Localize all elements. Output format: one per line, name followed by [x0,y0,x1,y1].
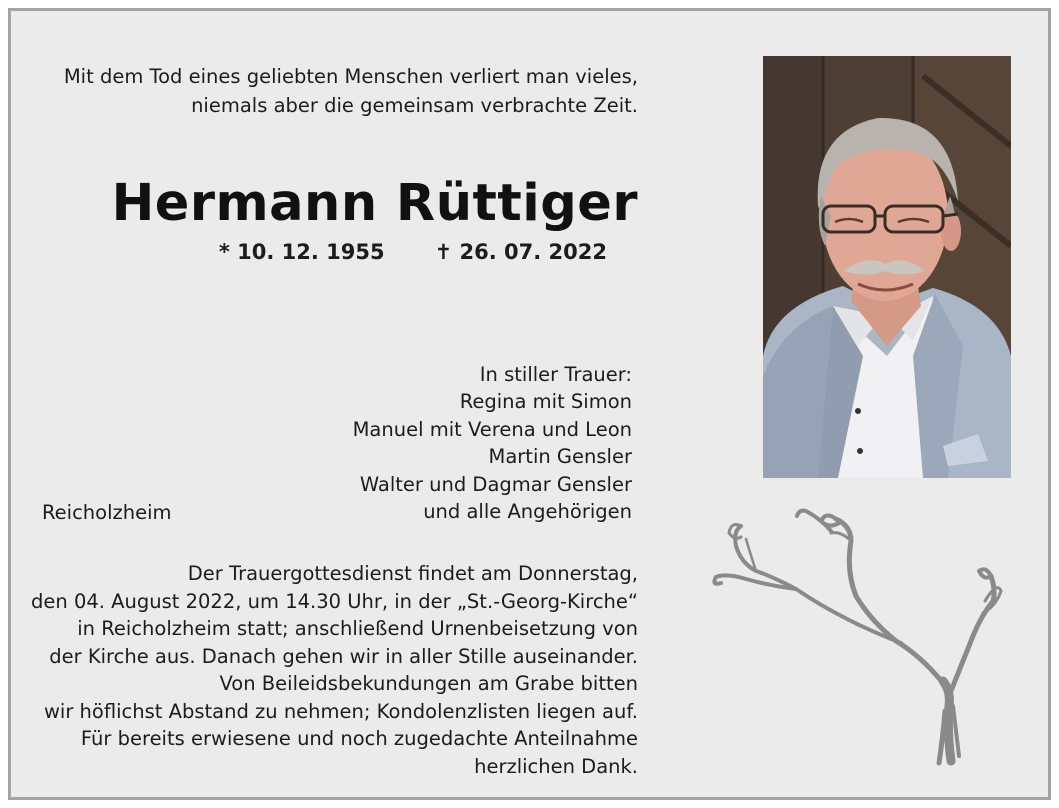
service-line: in Reicholzheim statt; anschließend Urnenbeisetzung von [77,617,638,640]
mourners-intro: In stiller Trauer: [479,363,632,386]
birth-date: * 10. 12. 1955 [218,240,385,264]
mourner-name: Manuel mit Verena und Leon [352,417,632,441]
mourner-name: und alle Angehörigen [423,500,632,524]
life-dates [219,238,607,266]
deceased-name: Hermann Rüttiger [111,174,638,233]
mourner-name: Regina mit Simon [459,390,632,414]
death-date: ✝ 26. 07. 2022 [434,240,607,264]
quote [64,62,638,120]
service-line: herzlichen Dank. [474,754,638,778]
service-line: den 04. August 2022, um 14.30 Uhr, in der „St.-Georg-Kirche“ [31,589,638,613]
portrait-photo [763,56,1011,478]
service-notice [31,560,638,780]
quote-line-2: niemals aber die gemeinsam verbrachte Zeit. [191,94,638,117]
service-line: wir höflichst Abstand zu nehmen; Kondolenzlisten liegen auf. [43,699,638,723]
mourner-name: Martin Gensler [488,445,632,469]
mourner-name: Walter und Dagmar Gensler [359,472,632,496]
quote-line-1: Mit dem Tod eines geliebten Menschen verliert man vieles, [63,65,638,88]
service-line: Für bereits erwiesene und noch zugedachte Anteilnahme [80,727,638,750]
service-line: Von Beileidsbekundungen am Grabe bitten [219,672,638,695]
portrait-illustration [763,56,1011,478]
mourners-list [353,361,632,525]
service-line: Der Trauergottesdienst findet am Donnerstag, [187,562,638,585]
branch-drawing [701,501,1021,781]
service-line: der Kirche aus. Danach gehen wir in aller Stille auseinander. [49,644,638,668]
obituary-card [8,8,1051,800]
place-name: Reicholzheim [42,501,172,524]
